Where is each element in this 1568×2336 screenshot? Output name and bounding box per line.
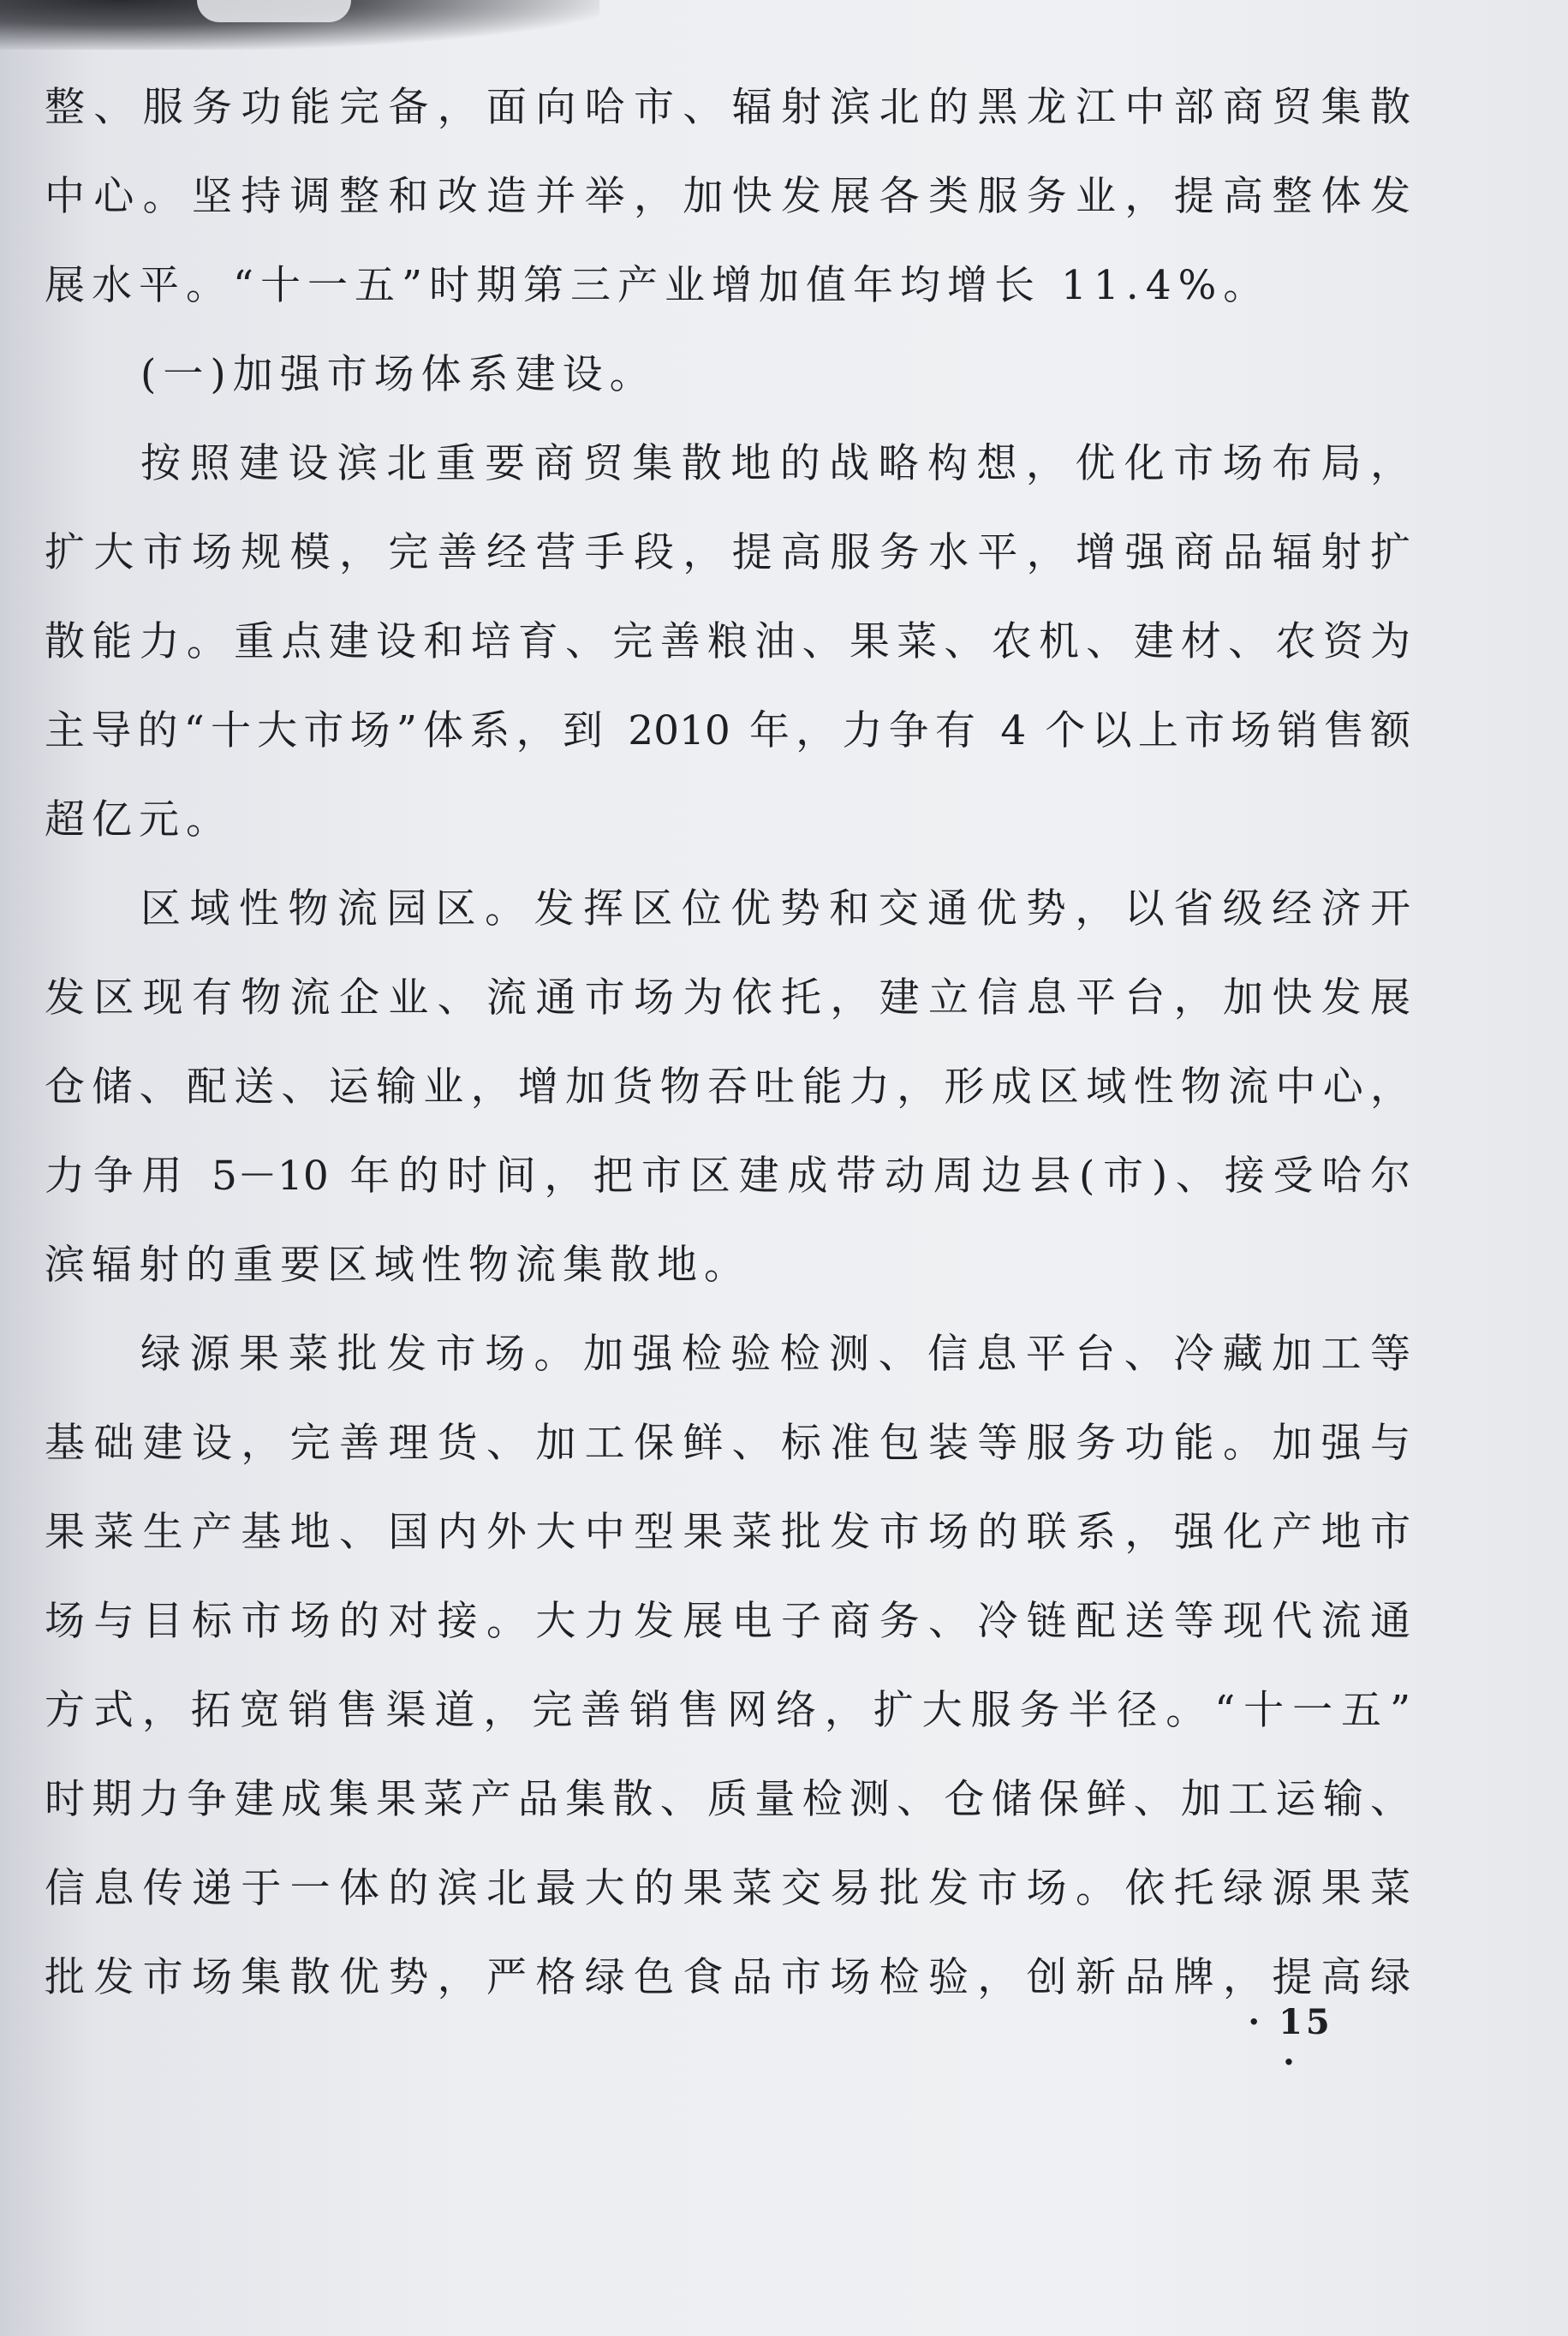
text-line: 按照建设滨北重要商贸集散地的战略构想，优化市场布局，: [140, 440, 1410, 487]
text-line: 场与目标市场的对接。大力发展电子商务、冷链配送等现代流通: [45, 1598, 1410, 1645]
text-line: 力争用 5－10 年的时间，把市区建成带动周边县(市)、接受哈尔: [45, 1153, 1410, 1200]
text-line: 基础建设，完善理货、加工保鲜、标准包装等服务功能。加强与: [45, 1420, 1410, 1467]
text-line: 展水平。“十一五”时期第三产业增加值年均增长 11.4%。: [45, 262, 1271, 309]
text-line: 区域性物流园区。发挥区位优势和交通优势，以省级经济开: [140, 885, 1410, 933]
page-number: · 15 ·: [1248, 2002, 1333, 2083]
text-line: 时期力争建成集果菜产品集散、质量检测、仓储保鲜、加工运输、: [45, 1776, 1410, 1823]
body-text: [45, 63, 1410, 2023]
text-line: 散能力。重点建设和培育、完善粮油、果菜、农机、建材、农资为: [45, 618, 1410, 665]
text-line: 整、服务功能完备，面向哈市、辐射滨北的黑龙江中部商贸集散: [45, 84, 1410, 131]
text-line: 批发市场集散优势，严格绿色食品市场检验，创新品牌，提高绿: [45, 1954, 1410, 2001]
text-line: (一)加强市场体系建设。: [140, 351, 657, 398]
text-line: 中心。坚持调整和改造并举，加快发展各类服务业，提高整体发: [45, 173, 1410, 220]
text-line: 方式，拓宽销售渠道，完善销售网络，扩大服务半径。“十一五”: [45, 1687, 1410, 1734]
text-line: 仓储、配送、运输业，增加货物吞吐能力，形成区域性物流中心，: [45, 1064, 1410, 1111]
text-line: 信息传递于一体的滨北最大的果菜交易批发市场。依托绿源果菜: [45, 1865, 1410, 1912]
text-line: 发区现有物流企业、流通市场为依托，建立信息平台，加快发展: [45, 974, 1410, 1022]
text-line: 果菜生产基地、国内外大中型果菜批发市场的联系，强化产地市: [45, 1509, 1410, 1556]
text-line: 绿源果菜批发市场。加强检验检测、信息平台、冷藏加工等: [140, 1331, 1410, 1378]
text-line: 滨辐射的重要区域性物流集散地。: [45, 1242, 751, 1289]
text-line: 扩大市场规模，完善经营手段，提高服务水平，增强商品辐射扩: [45, 529, 1410, 576]
text-line: 超亿元。: [45, 796, 233, 843]
page-fold-highlight: [197, 0, 351, 22]
text-line: 主导的“十大市场”体系，到 2010 年，力争有 4 个以上市场销售额: [45, 707, 1410, 754]
